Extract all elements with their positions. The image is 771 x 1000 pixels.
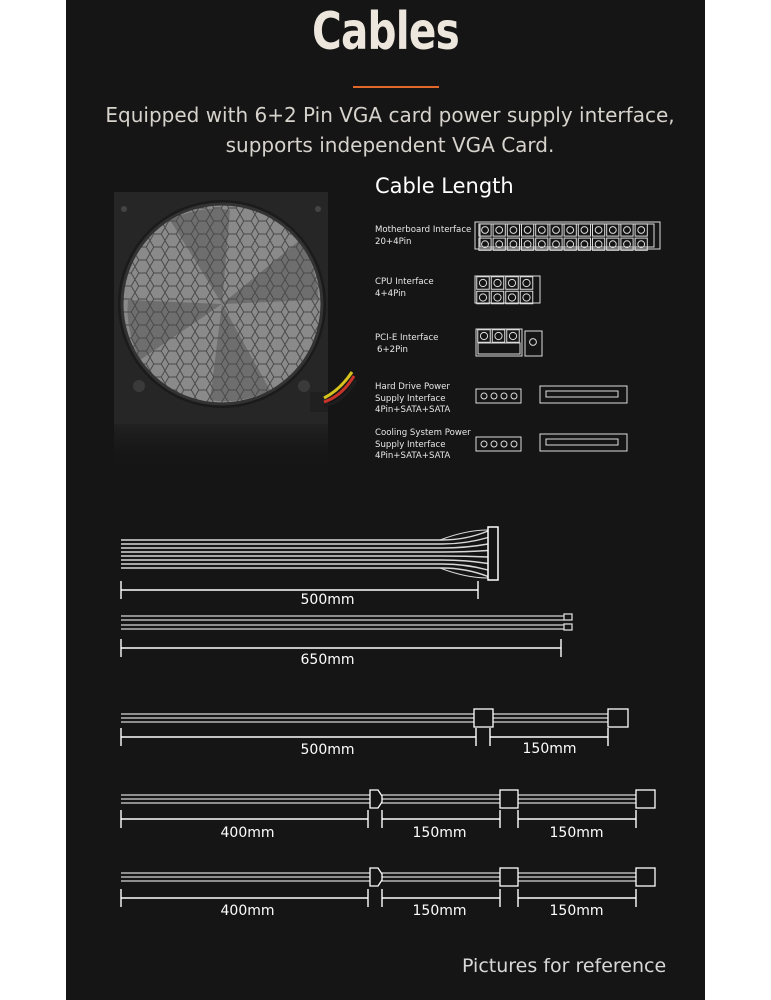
interface-label-line: CPU Interface	[375, 277, 434, 287]
interface-label-hard-drive	[375, 382, 450, 417]
cooling-sata-connector-icon	[540, 434, 627, 451]
connector-pin	[493, 238, 505, 250]
connector-pin-hole	[530, 339, 537, 346]
connector-pin	[564, 238, 576, 250]
connector-pin-hole	[509, 332, 516, 339]
length-label: 400mm	[220, 903, 275, 919]
interface-label-line: Hard Drive Power	[375, 382, 450, 392]
connector-pin-hole	[553, 227, 560, 234]
connector-pin	[493, 224, 505, 236]
length-label: 150mm	[412, 825, 467, 841]
cpu-connector-icon	[475, 276, 540, 304]
connector-pin	[492, 330, 505, 343]
connector-pin-hole	[638, 227, 645, 234]
interface-label-motherboard	[375, 225, 471, 248]
connector-pin	[536, 238, 548, 250]
interface-label-line: Supply Interface	[375, 439, 446, 450]
subtitle-line-1: Equipped with 6+2 Pin VGA card power supply interface,	[105, 103, 675, 127]
cable-wire	[442, 560, 488, 564]
interface-label-line: 4Pin+SATA+SATA	[375, 451, 451, 461]
connector-pin-hole	[524, 227, 531, 234]
interface-label-line: 6+2Pin	[377, 344, 408, 355]
cable-wire	[442, 556, 488, 557]
connector-pin	[479, 238, 491, 250]
connector-pin-hole	[479, 279, 486, 286]
connector-pin	[522, 224, 534, 236]
connector-pin	[578, 224, 590, 236]
connector-pin-hole	[538, 227, 545, 234]
connector-pin	[491, 277, 504, 290]
connector-pin	[621, 238, 633, 250]
power-supply-image	[114, 192, 356, 472]
connector-pin	[550, 238, 562, 250]
connector-pin	[607, 224, 619, 236]
connector-pin	[621, 224, 633, 236]
connector-pin-hole	[581, 227, 588, 234]
connector-pin-hole	[479, 294, 486, 301]
length-label: 150mm	[522, 741, 577, 757]
connector-pin-hole	[494, 294, 501, 301]
connector-pin-hole	[523, 294, 530, 301]
connector-pin-hole	[508, 294, 515, 301]
connector-pin-hole	[523, 279, 530, 286]
connector-pin-hole	[482, 227, 489, 234]
connector-pin	[607, 238, 619, 250]
connector-pin-hole	[510, 227, 517, 234]
connector-pin-hole	[624, 227, 631, 234]
interface-label-line: 4+4Pin	[375, 288, 406, 299]
cable-wire	[442, 551, 488, 553]
connector-pin	[536, 224, 548, 236]
connector-pin	[507, 330, 520, 343]
length-label: 500mm	[300, 742, 355, 758]
cable-wire	[442, 564, 488, 570]
length-label: 150mm	[549, 903, 604, 919]
connector-pin	[478, 330, 491, 343]
connector-pin-hole	[595, 227, 602, 234]
connector-pin	[479, 224, 491, 236]
cable-row-5	[121, 868, 655, 907]
connector-pin-hole	[480, 332, 487, 339]
length-label: 150mm	[412, 903, 467, 919]
motherboard-connector-icon	[475, 222, 660, 250]
footer-note: Pictures for reference	[462, 955, 667, 977]
connector-pin	[506, 277, 519, 290]
connector-pin	[578, 238, 590, 250]
connector-pin	[522, 238, 534, 250]
connector-pin-hole	[609, 227, 616, 234]
connector-pin	[520, 291, 533, 304]
length-label: 400mm	[220, 825, 275, 841]
page-title: Cables	[311, 2, 460, 62]
interface-label-line: PCI-E Interface	[375, 333, 439, 343]
connector-pin-row	[478, 343, 520, 354]
hdd-molex-connector-icon	[476, 389, 521, 403]
cable-row-4	[121, 790, 655, 828]
subtitle-line-2: supports independent VGA Card.	[225, 133, 555, 157]
cable-wire	[442, 544, 488, 548]
hdd-sata-connector-icon	[540, 386, 627, 403]
interface-label-cooling	[375, 428, 471, 463]
interface-label-line: 4Pin+SATA+SATA	[375, 405, 451, 415]
length-label: 500mm	[300, 592, 355, 608]
interface-label-line: Supply Interface	[375, 393, 446, 404]
connector-pin	[491, 291, 504, 304]
connector-pin-hole	[495, 332, 502, 339]
interface-label-line: 20+4Pin	[375, 236, 412, 247]
connector-pin-hole	[494, 279, 501, 286]
connector-pin	[477, 277, 490, 290]
connector-pin	[635, 238, 647, 250]
connector-pin	[593, 238, 605, 250]
connector-pin-hole	[567, 227, 574, 234]
connector-pin	[507, 238, 519, 250]
cable-row-2	[121, 614, 572, 657]
connector-pin	[507, 224, 519, 236]
pcie-connector-icon	[476, 329, 542, 356]
connector-pin	[564, 224, 576, 236]
interface-label-cpu	[375, 277, 434, 300]
connector-pin	[593, 224, 605, 236]
length-label: 650mm	[300, 652, 355, 668]
connector-pin-hole	[508, 279, 515, 286]
connector-pin-hole	[496, 227, 503, 234]
connector-pin	[506, 291, 519, 304]
connector-pin	[477, 291, 490, 304]
length-label: 150mm	[549, 825, 604, 841]
interface-label-line: Motherboard Interface	[375, 225, 472, 235]
connector-pin	[520, 277, 533, 290]
connector-pin	[635, 224, 647, 236]
cooling-molex-connector-icon	[476, 437, 521, 451]
interface-label-pcie	[375, 333, 438, 356]
cable-row-1	[121, 527, 498, 599]
connector-pin	[550, 224, 562, 236]
interface-label-line: Cooling System Power	[375, 428, 471, 438]
cable-length-heading: Cable Length	[375, 174, 514, 198]
